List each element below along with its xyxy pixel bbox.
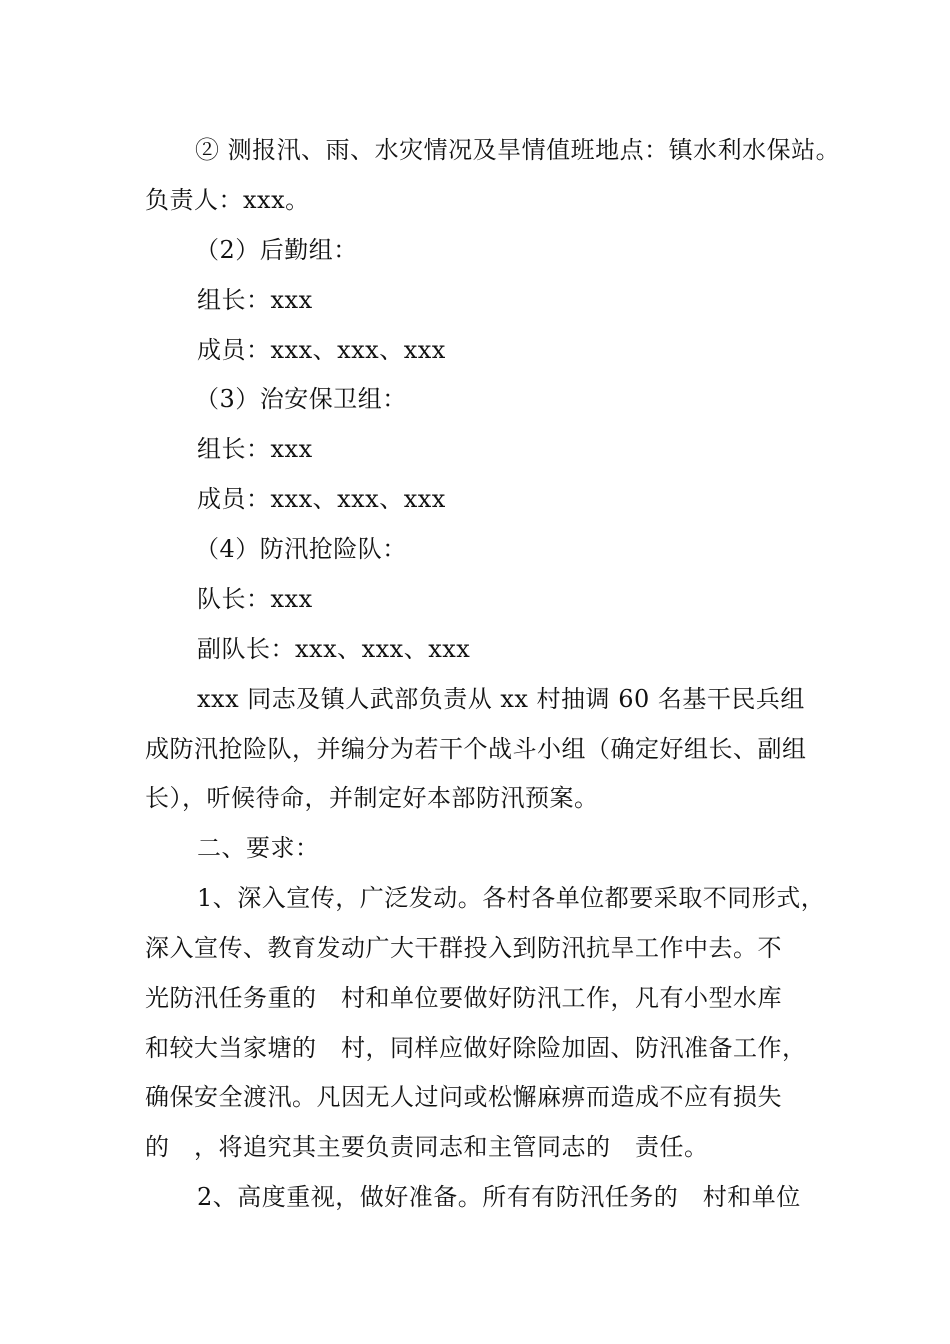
paragraph-line: 负责人：xxx。: [145, 186, 310, 214]
paragraph-line: 和较大当家塘的 村，同样应做好除险加固、防汛准备工作，: [145, 1034, 807, 1062]
paragraph-line: 深入宣传、教育发动广大干群投入到防汛抗旱工作中去。不: [145, 934, 782, 962]
paragraph-line: 1、深入宣传，广泛发动。各村各单位都要采取不同形式，: [197, 884, 826, 912]
paragraph-line: 2、高度重视，做好准备。所有有防汛任务的 村和单位: [197, 1183, 801, 1211]
section-heading: （3）治安保卫组：: [195, 385, 407, 413]
section-heading: （2）后勤组：: [195, 236, 358, 264]
paragraph-line: 成员：xxx、xxx、xxx: [197, 485, 446, 513]
paragraph-line: 组长：xxx: [197, 435, 313, 463]
paragraph-line: ② 测报汛、雨、水灾情况及旱情值班地点：镇水利水保站。: [195, 136, 841, 164]
paragraph-line: 组长：xxx: [197, 286, 313, 314]
paragraph-line: 副队长：xxx、xxx、xxx: [197, 635, 471, 663]
paragraph-line: 成防汛抢险队，并编分为若干个战斗小组（确定好组长、副组: [145, 735, 807, 763]
paragraph-line: xxx 同志及镇人武部负责从 xx 村抽调 60 名基干民兵组: [197, 685, 805, 713]
paragraph-line: 队长：xxx: [197, 585, 313, 613]
section-heading: （4）防汛抢险队：: [195, 535, 407, 563]
section-heading: 二、要求：: [197, 834, 320, 862]
paragraph-line: 成员：xxx、xxx、xxx: [197, 336, 446, 364]
paragraph-line: 长），听候待命，并制定好本部防汛预案。: [145, 784, 599, 812]
paragraph-line: 的 ，将追究其主要负责同志和主管同志的 责任。: [145, 1133, 709, 1161]
paragraph-line: 光防汛任务重的 村和单位要做好防汛工作，凡有小型水库: [145, 984, 782, 1012]
paragraph-line: 确保安全渡汛。凡因无人过问或松懈麻痹而造成不应有损失: [145, 1083, 782, 1111]
